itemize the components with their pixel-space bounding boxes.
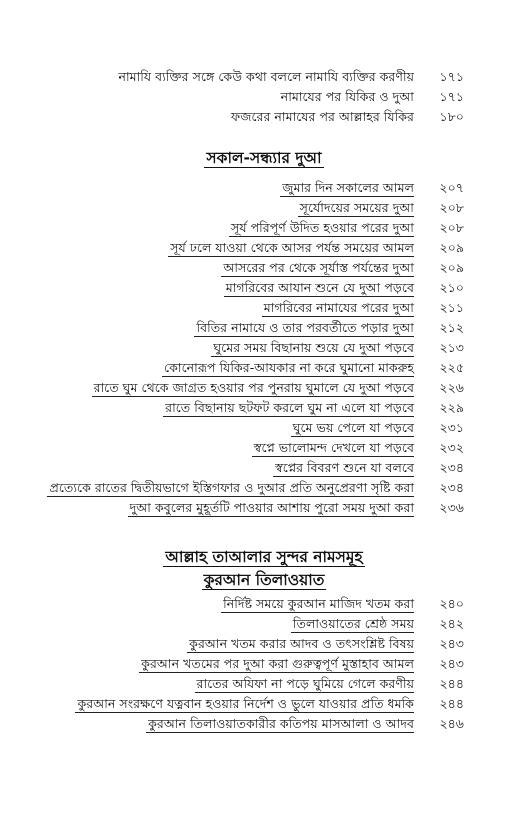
toc-entry-title: স্বপ্নে ভালোমন্দ দেখলে যা পড়বে <box>253 440 414 455</box>
toc-entry-page: ২১০ <box>439 280 464 295</box>
toc-entry-page: ২২৬ <box>439 380 464 395</box>
toc-entry-title: নামাযি ব্যক্তির সঙ্গে কেউ কথা বললে নামাযি ব্যক্তির করণীয় <box>118 69 414 84</box>
toc-entry <box>0 318 528 338</box>
section-heading-text: সকাল-সন্ধ্যার দুআ <box>206 149 322 167</box>
toc-section-2 <box>0 594 528 734</box>
toc-entry-page: ২৩৬ <box>439 500 464 515</box>
toc-entry <box>0 594 528 614</box>
toc-entry-title: ঘুমের সময় বিছানায় শুয়ে যে দুআ পড়বে <box>213 340 414 355</box>
toc-entry-title: ঘুমে ভয় পেলে যা পড়বে <box>292 420 414 435</box>
toc-entry-page: ২৪৬ <box>439 716 464 731</box>
toc-entry <box>0 178 528 198</box>
toc-entry-page: ২০৮ <box>439 220 464 235</box>
toc-entry-page: ২৩১ <box>439 420 464 435</box>
toc-entry-title: কোনোরূপ যিকির-আযকার না করে ঘুমানো মাকরুহ <box>164 360 414 375</box>
toc-entry-page: ২৩২ <box>439 440 464 455</box>
toc-entry-page: ২৪৩ <box>439 636 464 651</box>
toc-entry-page: ২২৫ <box>439 360 464 375</box>
toc-entry-page: ২০৮ <box>439 200 464 215</box>
toc-entry <box>0 498 528 518</box>
section-heading-text: আল্লাহ তাআলার সুন্দর নামসমূহ <box>165 548 363 566</box>
toc-entry <box>0 378 528 398</box>
toc-section-0 <box>0 67 528 127</box>
toc-entry-page: ২০৭ <box>439 180 464 195</box>
toc-entry <box>0 478 528 498</box>
toc-entry <box>0 67 528 87</box>
toc-entry-page: ২৩৪ <box>439 480 464 495</box>
toc-entry-title: তিলাওয়াতের শ্রেষ্ঠ সময় <box>292 616 414 631</box>
toc-entry-page: ২৩৪ <box>439 460 464 475</box>
toc-entry <box>0 398 528 418</box>
toc-entry <box>0 338 528 358</box>
toc-entry-title: সূর্য পরিপূর্ণ উদিত হওয়ার পরের দুআ <box>231 220 414 235</box>
toc-entry <box>0 87 528 107</box>
toc-entry-page: ২১২ <box>439 320 464 335</box>
toc-entry-page: ২০৯ <box>439 240 464 255</box>
toc-entry-title: আসরের পর থেকে সূর্যাস্ত পর্যন্তের দুআ <box>223 260 414 275</box>
toc-entry <box>0 107 528 127</box>
toc-entry <box>0 258 528 278</box>
toc-entry-page: ২০৯ <box>439 260 464 275</box>
toc-entry-title: নির্দিষ্ট সময়ে কুরআন মাজিদ খতম করা <box>223 596 414 611</box>
toc-entry <box>0 654 528 674</box>
toc-entry-title: কুরআন সংরক্ষণে যত্নবান হওয়ার নির্দেশ ও ভুলে যাওয়ার প্রতি ধমকি <box>77 696 414 711</box>
toc-entry-page: ২৪৪ <box>439 676 464 691</box>
toc-entry-title: সূর্য ঢলে যাওয়া থেকে আসর পর্যন্ত সময়ের আমল <box>170 240 414 255</box>
section-subheading-text: কুরআন তিলাওয়াত <box>203 571 325 589</box>
toc-entry-page: ২২৯ <box>439 400 464 415</box>
toc-entry-title: রাতের অযিফা না পড়ে ঘুমিয়ে গেলে করণীয় <box>196 676 414 691</box>
toc-entry <box>0 694 528 714</box>
toc-entry <box>0 674 528 694</box>
toc-entry <box>0 458 528 478</box>
toc-entry-title: স্বপ্নের বিবরণ শুনে যা বলবে <box>275 460 414 475</box>
toc-entry-title: প্রত্যেকে রাতের দ্বিতীয়ভাগে ইস্তিগফার ও দুআর প্রতি অনুপ্রেরণা সৃষ্টি করা <box>49 480 414 495</box>
toc-section-1 <box>0 178 528 518</box>
toc-entry <box>0 438 528 458</box>
toc-entry-title: কুরআন খতমের পর দুআ করা গুরুত্বপূর্ণ মুস্তাহাব আমল <box>141 656 414 671</box>
toc-entry-page: ২১৩ <box>439 340 464 355</box>
toc-entry <box>0 218 528 238</box>
toc-entry-title: মাগরিবের আযান শুনে যে দুআ পড়বে <box>225 280 414 295</box>
toc-entry-page: ১৮০ <box>439 109 464 124</box>
section-subheading <box>0 569 528 591</box>
toc-entry-title: রাতে বিছানায় ছটফট করলে ঘুম না এলে যা পড়বে <box>165 400 414 415</box>
toc-entry <box>0 714 528 734</box>
toc-entry-title: বিতির নামাযে ও তার পরবর্তীতে পড়ার দুআ <box>196 320 414 335</box>
toc-entry <box>0 614 528 634</box>
toc-entry <box>0 278 528 298</box>
toc-entry-title: রাতে ঘুম থেকে জাগ্রত হওয়ার পর পুনরায় ঘুমালে যে দুআ পড়বে <box>93 380 414 395</box>
toc-entry-page: ১৭১ <box>439 89 464 104</box>
toc-entry-page: ২৪০ <box>439 596 464 611</box>
toc-entry-title: কুরআন খতম করার আদব ও তৎসংশ্লিষ্ট বিষয় <box>189 636 414 651</box>
toc-entry-title: দুআ কবুলের মুহূর্তটি পাওয়ার আশায় পুরো সময় দুআ করা <box>129 500 414 515</box>
toc-entry <box>0 198 528 218</box>
section-heading <box>0 546 528 568</box>
toc-entry-page: ২৪২ <box>439 616 464 631</box>
toc-entry-page: ২৪৪ <box>439 696 464 711</box>
toc-entry-title: নামাযের পর যিকির ও দুআ <box>280 89 414 104</box>
toc-entry <box>0 634 528 654</box>
toc-entry <box>0 238 528 258</box>
toc-entry-page: ২৪৩ <box>439 656 464 671</box>
toc-entry-title: সূর্যোদয়ের সময়ের দুআ <box>299 200 414 215</box>
toc-entry-title: ফজরের নামাযের পর আল্লাহর যিকির <box>231 109 414 124</box>
toc-entry <box>0 298 528 318</box>
toc-entry-page: ২১১ <box>439 300 464 315</box>
toc-entry-title: জুমার দিন সকালের আমল <box>282 180 414 195</box>
toc-entry-page: ১৭১ <box>439 69 464 84</box>
toc-entry-title: মাগরিবের নামাযের পরের দুআ <box>263 300 414 315</box>
section-heading <box>0 147 528 169</box>
toc-entry-title: কুরআন তিলাওয়াতকারীর কতিপয় মাসআলা ও আদব <box>148 716 414 731</box>
toc-entry <box>0 358 528 378</box>
toc-entry <box>0 418 528 438</box>
